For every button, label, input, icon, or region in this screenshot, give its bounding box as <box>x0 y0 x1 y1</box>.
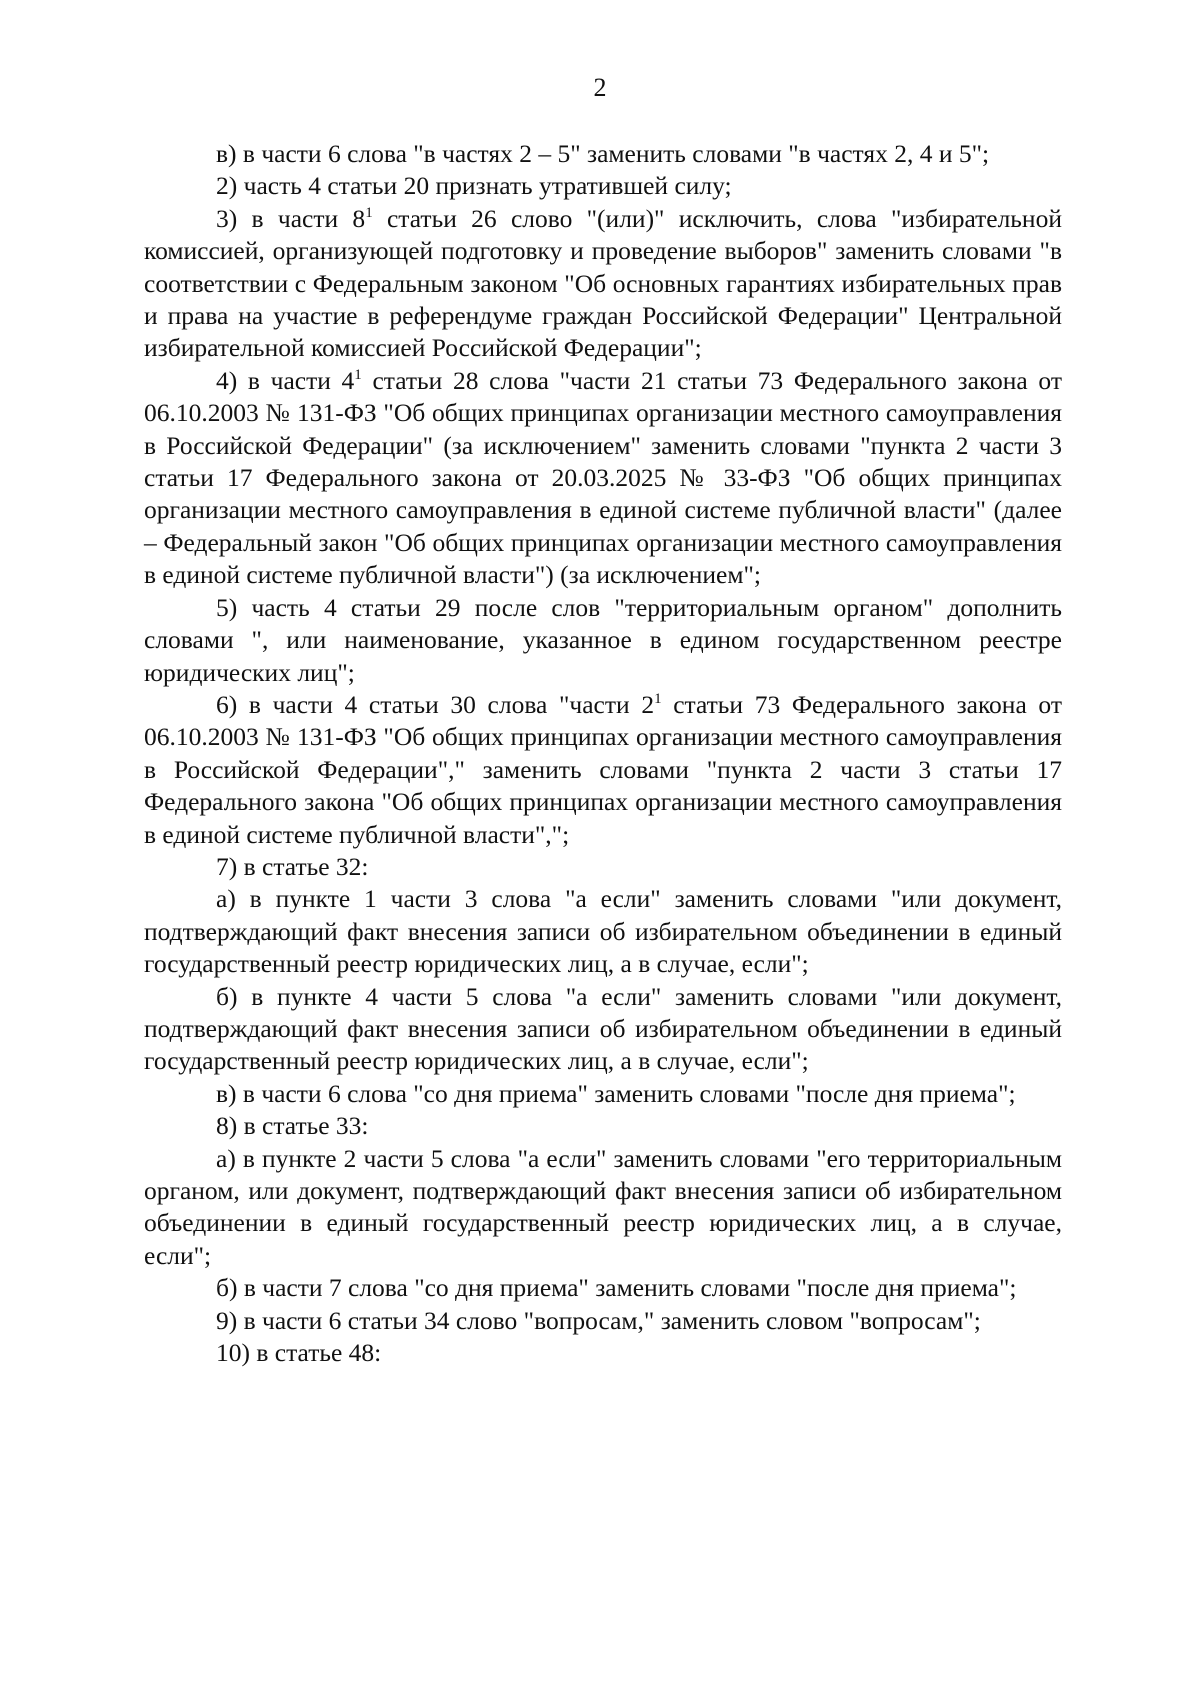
paragraph-item-8a: а) в пункте 2 части 5 слова "а если" заменить словами "его территориальным органом, или документ, подтверждающий факт внесения записи об избирательном объединении в единый государственный реестр юридических лиц, а в случае, если"; <box>144 1143 1062 1270</box>
paragraph-item-3-start: 3) в части 8 <box>216 203 366 233</box>
paragraph-item-3 <box>144 203 1062 365</box>
paragraph-item-8b: б) в части 7 слова "со дня приема" заменить словами "после дня приема"; <box>216 1273 1017 1303</box>
superscript: 1 <box>654 690 662 707</box>
paragraph-item-7: 7) в статье 32: <box>216 851 369 881</box>
paragraph-item-9: 9) в части 6 статьи 34 слово "вопросам," заменить словом "вопросам"; <box>216 1305 981 1335</box>
paragraph-item-6 <box>144 689 1062 851</box>
paragraph-item-4-start: 4) в части 4 <box>216 365 355 395</box>
paragraph-6v: в) в части 6 слова "в частях 2 – 5" заменить словами "в частях 2, 4 и 5"; <box>216 139 990 168</box>
paragraph-item-4-rest: статьи 28 слова "части 21 статьи 73 Федерального закона от 06.10.2003 № 131-ФЗ "Об общих принципах организации местного самоуправления в Российской Федерации" (за исключением" заменить словами "пункта 2 части 3 статьи 17 Федерального закона от 20.03.2025 № 33-ФЗ "Об общих принципах организации местного самоуправления в единой системе публичной власти" (далее – Федеральный закон "Об общих принципах организации местного самоуправления в единой системе публичной власти") (за исключением"; <box>144 365 1062 590</box>
paragraph-item-3-rest: статьи 26 слово "(или)" исключить, слова "избирательной комиссией, организующей подготовку и проведение выборов" заменить словами "в соответствии с Федеральным законом "Об основных гарантиях избирательных прав и права на участие в референдуме граждан Российской Федерации" Центральной избирательной комиссией Российской Федерации"; <box>144 203 1062 363</box>
paragraph-item-5: 5) часть 4 статьи 29 после слов "территориальным органом" дополнить словами ", или наименование, указанное в едином государственном реестре юридических лиц"; <box>144 592 1062 687</box>
document-body <box>144 138 1062 1369</box>
paragraph-item-6-rest: статьи 73 Федерального закона от 06.10.2003 № 131-ФЗ "Об общих принципах организации местного самоуправления в Российской Федерации"," заменить словами "пункта 2 части 3 статьи 17 Федерального закона "Об общих принципах организации местного самоуправления в единой системе публичной власти","; <box>144 689 1062 849</box>
paragraph-item-7b: б) в пункте 4 части 5 слова "а если" заменить словами "или документ, подтверждающий факт внесения записи об избирательном объединении в единый государственный реестр юридических лиц, а в случае, если"; <box>144 981 1062 1076</box>
paragraph-item-7v: в) в части 6 слова "со дня приема" заменить словами "после дня приема"; <box>216 1078 1016 1108</box>
paragraph-item-7a: а) в пункте 1 части 3 слова "а если" заменить словами "или документ, подтверждающий факт внесения записи об избирательном объединении в единый государственный реестр юридических лиц, а в случае, если"; <box>144 884 1062 979</box>
page-number: 2 <box>593 73 607 102</box>
paragraph-item-10: 10) в статье 48: <box>216 1338 382 1368</box>
superscript: 1 <box>354 366 362 383</box>
paragraph-item-2: 2) часть 4 статьи 20 признать утратившей силу; <box>216 171 732 201</box>
paragraph-item-6-start: 6) в части 4 статьи 30 слова "части 2 <box>216 689 655 719</box>
paragraph-item-8: 8) в статье 33: <box>216 1111 369 1141</box>
superscript: 1 <box>365 204 373 221</box>
paragraph-item-4 <box>144 365 1062 592</box>
